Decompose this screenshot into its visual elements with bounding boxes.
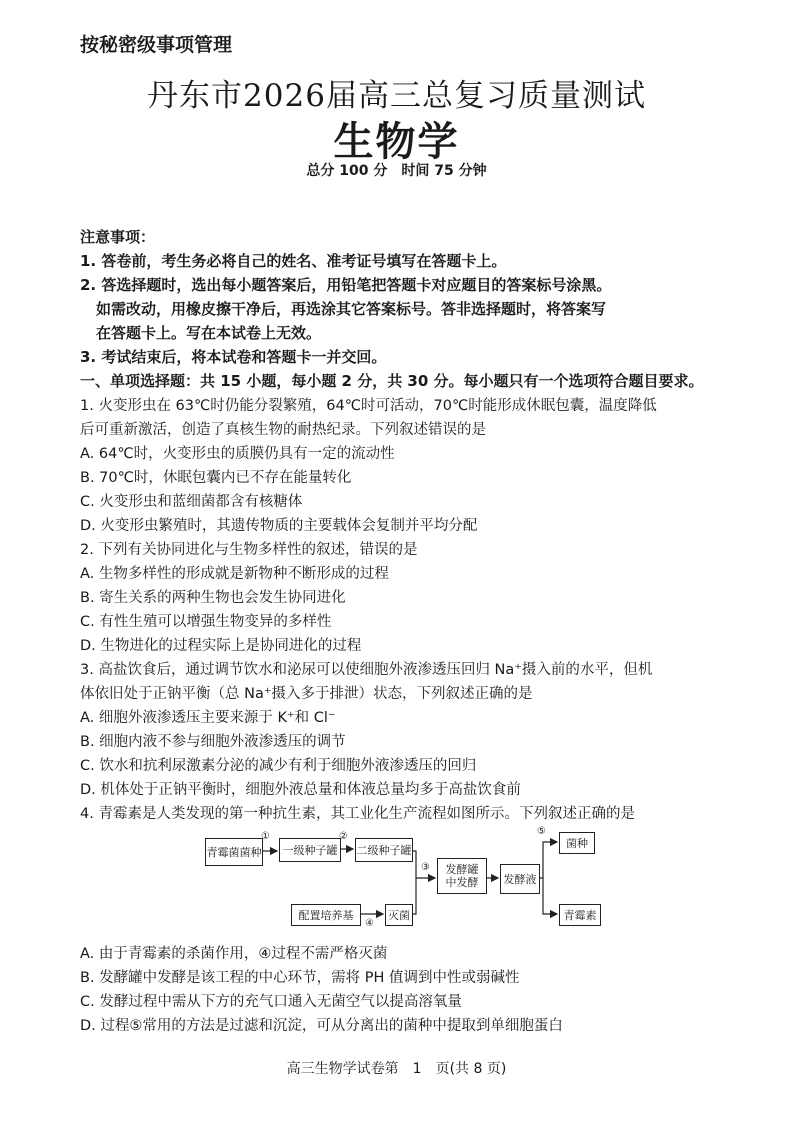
q2-option-b: B. 寄生关系的两种生物也会发生协同进化 — [80, 590, 346, 606]
fermenter-box: 发酵罐中发酵 — [437, 858, 487, 894]
q3-option-c: C. 饮水和抗利尿激素分泌的减少有利于细胞外液渗透压的回归 — [80, 758, 477, 774]
subject-title: 生物学 — [333, 119, 460, 165]
q4-option-a: A. 由于青霉素的杀菌作用，④过程不需严格灭菌 — [80, 946, 388, 962]
medium-box: 配置培养基 — [291, 904, 361, 926]
q1-option-c: C. 火变形虫和蓝细菌都含有核糖体 — [80, 494, 303, 510]
q2-option-a: A. 生物多样性的形成就是新物种不断形成的过程 — [80, 566, 389, 582]
exam-title: 丹东市2026届高三总复习质量测试 — [147, 78, 646, 114]
q4-option-d: D. 过程⑤常用的方法是过滤和沉淀，可从分离出的菌种中提取到单细胞蛋白 — [80, 1018, 563, 1034]
notice-line: 如需改动，用橡皮擦干净后，再选涂其它答案标号。答非选择题时，将答案写 — [96, 300, 607, 318]
penicillin-flow-diagram — [195, 826, 605, 936]
q3-option-b: B. 细胞内液不参与细胞外液渗透压的调节 — [80, 734, 346, 750]
section-heading: 一、单项选择题：共 15 小题，每小题 2 分，共 30 分。每小题只有一个选项符合题目要求。 — [80, 372, 704, 390]
q3-stem: 3. 高盐饮食后，通过调节饮水和泌尿可以使细胞外液渗透压回归 Na⁺摄入前的水平，但机 — [80, 662, 653, 678]
step-3-label: ③ — [421, 862, 430, 873]
notice-heading: 注意事项： — [80, 228, 156, 246]
q4-option-c: C. 发酵过程中需从下方的充气口通入无菌空气以提高溶氧量 — [80, 994, 462, 1010]
q3-option-d: D. 机体处于正钠平衡时，细胞外液总量和体液总量均多于高盐饮食前 — [80, 782, 521, 798]
broth-box: 发酵液 — [500, 864, 540, 894]
q1-option-b: B. 70℃时，休眠包囊内已不存在能量转化 — [80, 470, 352, 486]
notice-line: 1. 答卷前，考生务必将自己的姓名、准考证号填写在答题卡上。 — [80, 252, 507, 270]
step-4-label: ④ — [365, 918, 374, 929]
notice-line: 在答题卡上。写在本试卷上无效。 — [96, 324, 322, 342]
q3-option-a: A. 细胞外液渗透压主要来源于 K⁺和 Cl⁻ — [80, 710, 336, 726]
q4-stem: 4. 青霉素是人类发现的第一种抗生素，其工业化生产流程如图所示。下列叙述正确的是 — [80, 806, 635, 822]
score-time: 总分 100 分 时间 75 分钟 — [306, 163, 487, 179]
page-footer: 高三生物学试卷第 1 页(共 8 页) — [286, 1061, 507, 1077]
q1-stem: 1. 火变形虫在 63℃时仍能分裂繁殖，64℃时可活动，70℃时能形成休眠包囊，温度降低 — [80, 398, 657, 414]
notice-line: 2. 答选择题时，选出每小题答案后，用铅笔把答题卡对应题目的答案标号涂黑。 — [80, 276, 612, 294]
q2-option-d: D. 生物进化的过程实际上是协同进化的过程 — [80, 638, 362, 654]
sterilize-box: 灭菌 — [385, 904, 413, 926]
seed-tank-1-box: 一级种子罐 — [279, 838, 341, 862]
step-5-label: ⑤ — [537, 826, 546, 837]
confidential-label: 按秘密级事项管理 — [80, 34, 233, 56]
cells-box: 菌种 — [559, 832, 595, 854]
strain-box: 青霉菌菌种 — [205, 838, 263, 866]
q2-option-c: C. 有性生殖可以增强生物变异的多样性 — [80, 614, 332, 630]
q3-stem: 体依旧处于正钠平衡（总 Na⁺摄入多于排泄）状态，下列叙述正确的是 — [80, 686, 533, 702]
notice-line: 3. 考试结束后，将本试卷和答题卡一并交回。 — [80, 348, 387, 366]
seed-tank-2-box: 二级种子罐 — [355, 838, 413, 862]
step-2-label: ② — [339, 831, 348, 842]
q1-option-d: D. 火变形虫繁殖时，其遗传物质的主要载体会复制并平均分配 — [80, 518, 478, 534]
penicillin-box: 青霉素 — [559, 904, 601, 926]
q1-option-a: A. 64℃时，火变形虫的质膜仍具有一定的流动性 — [80, 446, 395, 462]
q2-stem: 2. 下列有关协同进化与生物多样性的叙述，错误的是 — [80, 542, 418, 558]
step-1-label: ① — [261, 831, 270, 842]
q4-option-b: B. 发酵罐中发酵是该工程的中心环节，需将 PH 值调到中性或弱碱性 — [80, 970, 520, 986]
q1-stem: 后可重新激活，创造了真核生物的耐热纪录。下列叙述错误的是 — [80, 422, 486, 438]
